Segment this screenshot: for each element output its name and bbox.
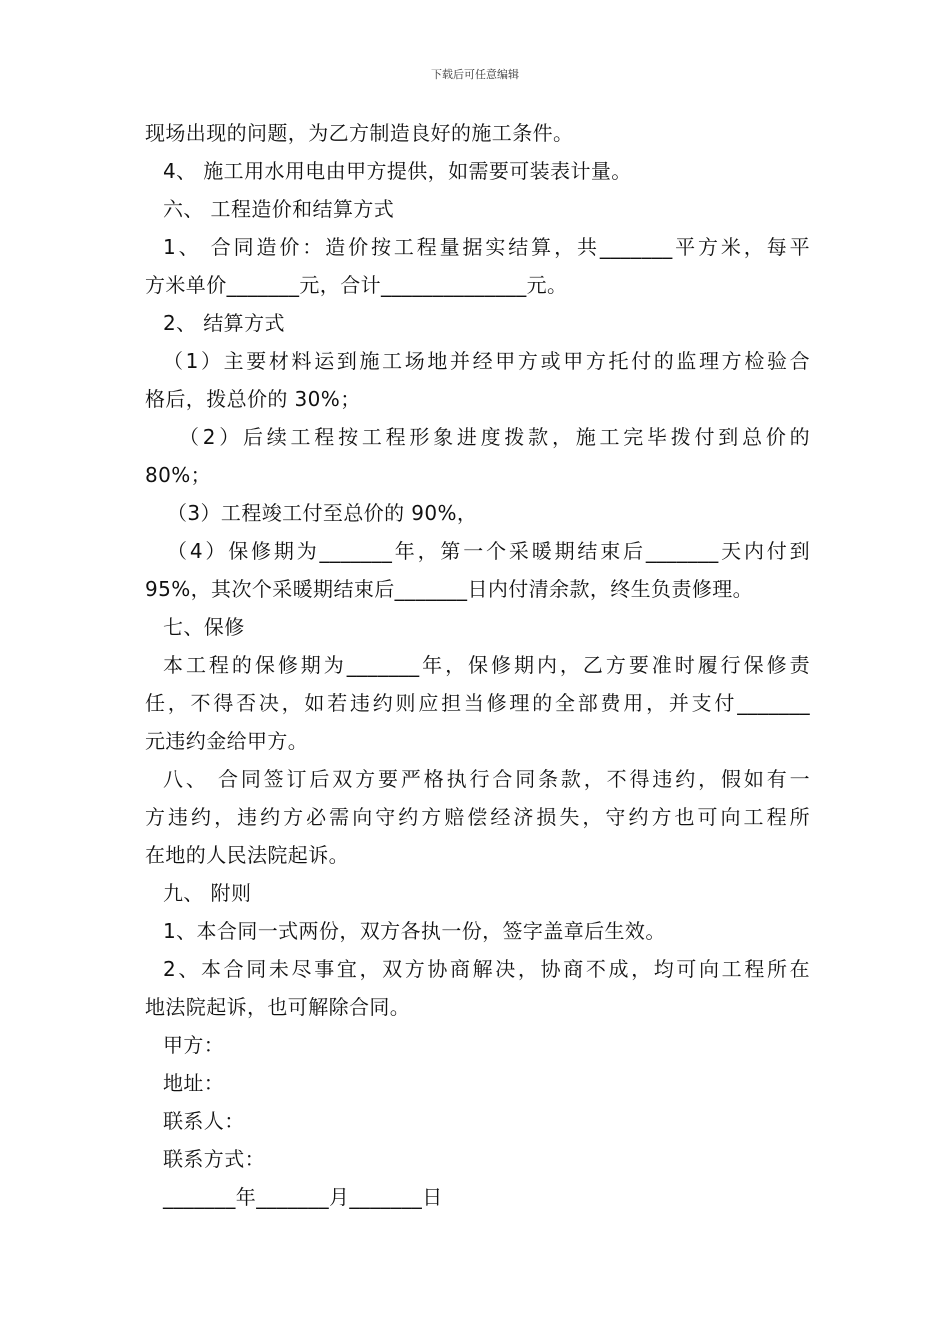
appendix-item-1: 1、本合同一式两份，双方各执一份，签字盖章后生效。 — [163, 919, 666, 943]
address-label: 地址： — [163, 1071, 225, 1095]
section-heading-compliance: 八、 合同签订后双方要严格执行合同条款，不得违约，假如有一 — [163, 767, 810, 791]
settlement-item-2: （2）后续工程按工程形象进度拨款，施工完毕拨付到总价的 — [179, 425, 810, 449]
paragraph-line: 方米单价_______元，合计______________元。 — [145, 273, 568, 297]
date-line: _______年_______月_______日 — [163, 1185, 443, 1209]
contract-body — [145, 114, 810, 1216]
settlement-item-3: （3）工程竣工付至总价的 90%， — [167, 501, 478, 525]
clause-contract-price: 1、 合同造价：造价按工程量据实结算，共_______平方米，每平 — [163, 235, 810, 259]
section-heading-appendix: 九、 附则 — [163, 881, 252, 905]
paragraph-line: 95%，其次个采暖期结束后_______日内付清余款，终生负责修理。 — [145, 577, 754, 601]
contact-person-label: 联系人： — [163, 1109, 245, 1133]
paragraph-line: 元违约金给甲方。 — [145, 729, 309, 753]
party-a-label: 甲方： — [163, 1033, 225, 1057]
section-heading-warranty: 七、保修 — [163, 615, 245, 639]
settlement-item-1: （1）主要材料运到施工场地并经甲方或甲方托付的监理方检验合 — [163, 349, 810, 373]
clause-water-electricity: 4、 施工用水用电由甲方提供，如需要可装表计量。 — [163, 159, 632, 183]
contact-method-label: 联系方式： — [163, 1147, 265, 1171]
paragraph-line: 方违约，违约方必需向守约方赔偿经济损失，守约方也可向工程所 — [145, 805, 810, 829]
section-heading-cost: 六、 工程造价和结算方式 — [163, 197, 395, 221]
paragraph-line: 地法院起诉，也可解除合同。 — [145, 995, 411, 1019]
appendix-item-2: 2、本合同未尽事宜，双方协商解决，协商不成，均可向工程所在 — [163, 957, 810, 981]
paragraph-line: 在地的人民法院起诉。 — [145, 843, 349, 867]
page-header: 下载后可任意编辑 — [431, 68, 519, 81]
warranty-paragraph: 本工程的保修期为_______年，保修期内，乙方要准时履行保修责 — [163, 653, 810, 677]
paragraph-line: 现场出现的问题，为乙方制造良好的施工条件。 — [145, 121, 574, 145]
paragraph-line: 80%； — [145, 463, 212, 487]
clause-settlement-method: 2、 结算方式 — [163, 311, 285, 335]
paragraph-line: 格后，拨总价的 30%； — [145, 387, 361, 411]
paragraph-line: 任，不得否决，如若违约则应担当修理的全部费用，并支付_______ — [145, 691, 810, 715]
settlement-item-4: （4）保修期为_______年，第一个采暖期结束后_______天内付到 — [167, 539, 810, 563]
